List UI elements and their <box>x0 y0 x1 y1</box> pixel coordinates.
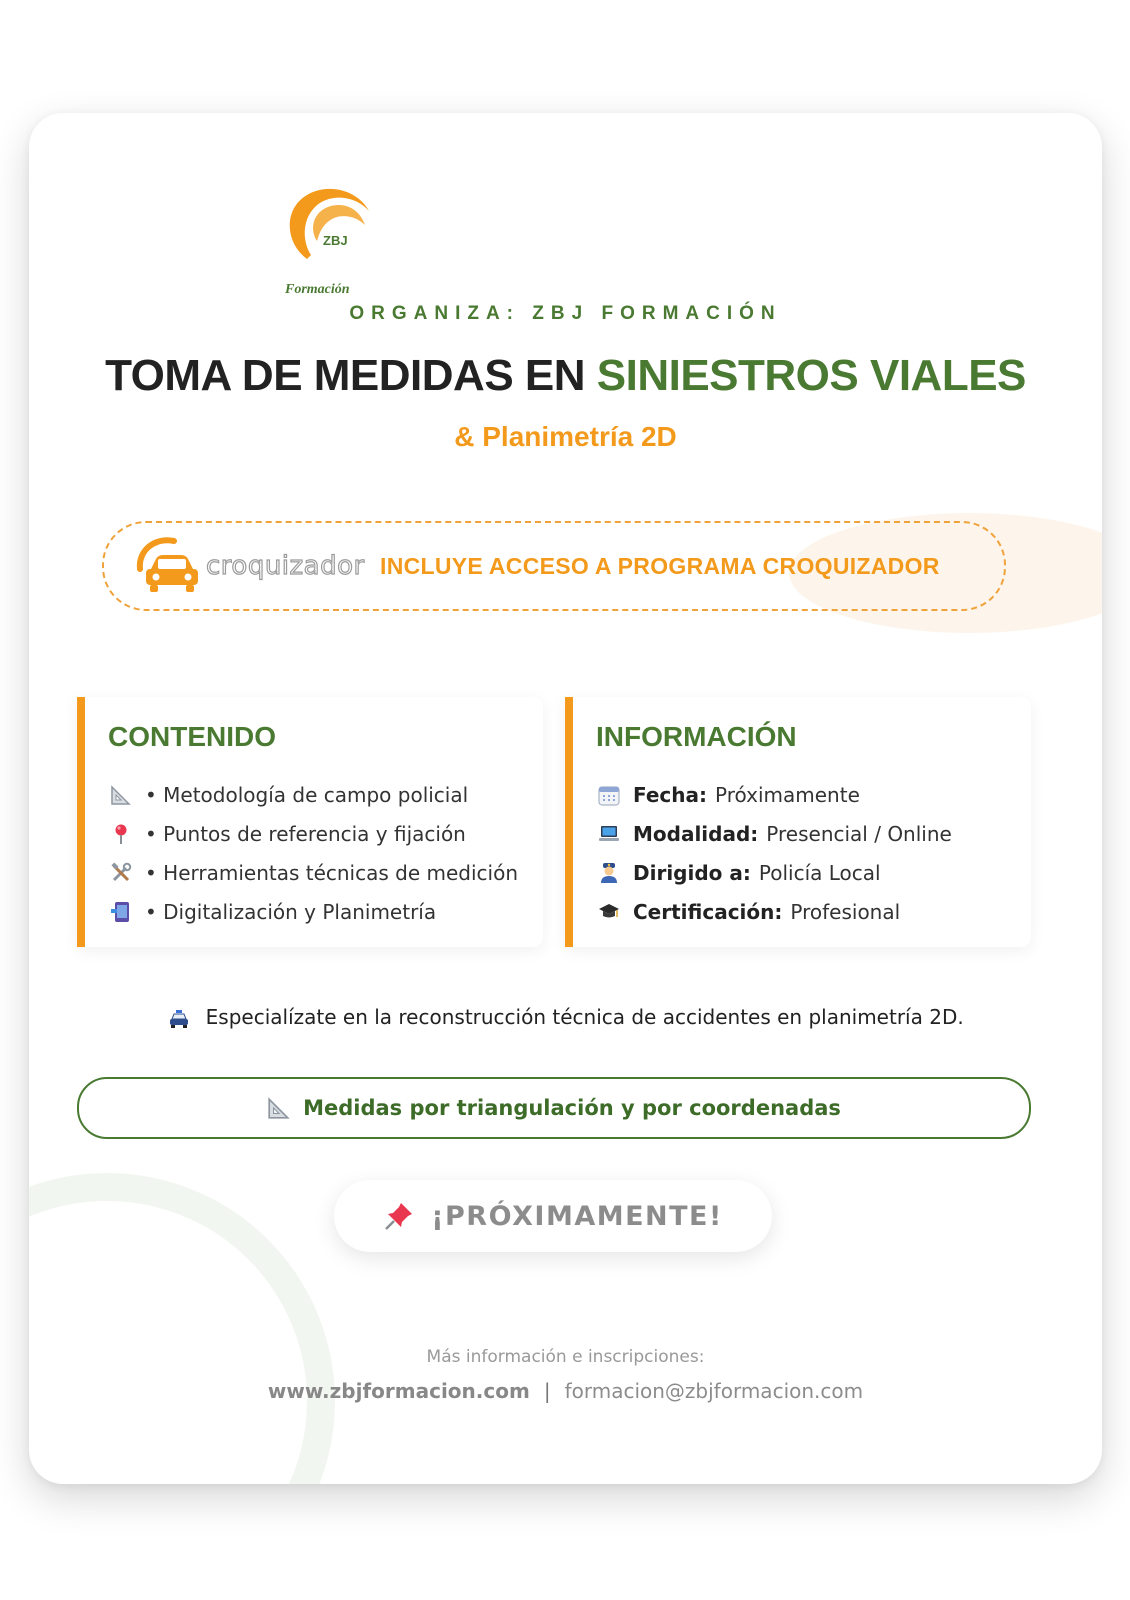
specialize-text: Especialízate en la reconstrucción técnica de accidentes en planimetría 2D. <box>29 1005 1102 1031</box>
content-heading: CONTENIDO <box>108 721 276 752</box>
calendar-icon <box>597 783 621 807</box>
decor-ring <box>29 1173 335 1484</box>
method-pill: Medidas por triangulación y por coordenadas <box>77 1077 1031 1139</box>
email-link[interactable]: formacion@zbjformacion.com <box>564 1379 864 1403</box>
pin-icon <box>109 822 133 846</box>
svg-text:ZBJ: ZBJ <box>323 233 348 248</box>
coming-soon-button[interactable]: ¡PRÓXIMAMENTE! <box>334 1180 772 1252</box>
tablet-icon <box>109 900 133 924</box>
organizer-label: ORGANIZA: ZBJ FORMACIÓN <box>349 303 782 324</box>
list-item: • Puntos de referencia y fijación <box>109 814 518 853</box>
list-item: Certificación: Profesional <box>597 892 952 931</box>
zbj-logo <box>277 181 377 299</box>
info-panel <box>565 697 1031 947</box>
tools-icon <box>109 861 133 885</box>
triangle-ruler-icon <box>267 1096 291 1120</box>
list-item: Fecha: Próximamente <box>597 775 952 814</box>
website-link[interactable]: www.zbjformacion.com <box>267 1379 530 1403</box>
car-icon <box>136 535 200 597</box>
page-title: TOMA DE MEDIDAS EN SINIESTROS VIALES <box>105 351 1026 400</box>
contact-line: www.zbjformacion.com | formacion@zbjformacion.com <box>267 1379 864 1403</box>
list-item: Modalidad: Presencial / Online <box>597 814 952 853</box>
list-item: • Digitalización y Planimetría <box>109 892 518 931</box>
info-heading: INFORMACIÓN <box>596 721 797 752</box>
police-officer-icon <box>597 861 621 885</box>
content-panel <box>77 697 543 947</box>
svg-text:Formación: Formación <box>285 282 350 297</box>
police-car-icon <box>167 1007 191 1031</box>
pushpin-icon <box>383 1200 415 1232</box>
croquizador-brand: croquizador <box>206 551 365 581</box>
list-item: • Herramientas técnicas de medición <box>109 853 518 892</box>
graduation-cap-icon <box>597 900 621 924</box>
flyer-card <box>29 113 1102 1484</box>
laptop-icon <box>597 822 621 846</box>
page-subtitle: & Planimetría 2D <box>454 421 677 452</box>
more-info-label: Más información e inscripciones: <box>426 1347 705 1367</box>
list-item: • Metodología de campo policial <box>109 775 518 814</box>
croquizador-text: INCLUYE ACCESO A PROGRAMA CROQUIZADOR <box>380 553 940 579</box>
list-item: Dirigido a: Policía Local <box>597 853 952 892</box>
triangle-ruler-icon <box>109 783 133 807</box>
croquizador-banner <box>102 521 1006 611</box>
